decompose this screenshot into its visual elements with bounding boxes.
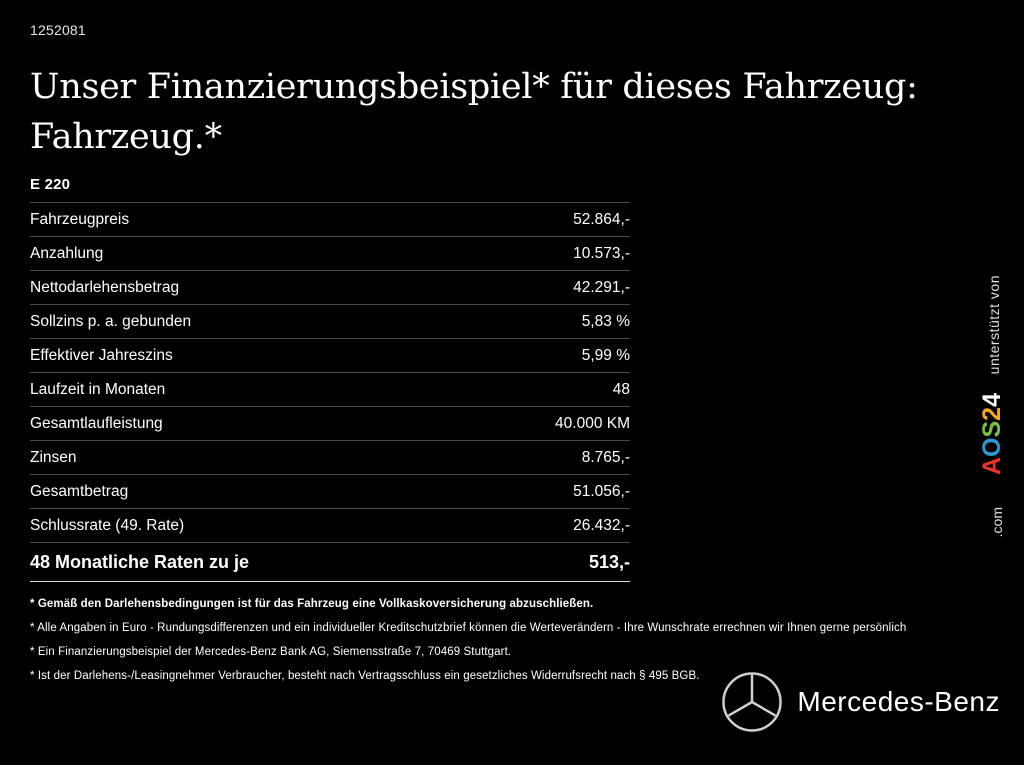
row-value: 52.864,- bbox=[573, 210, 630, 228]
supported-by-label: unterstützt von bbox=[986, 275, 1002, 375]
row-value: 40.000 KM bbox=[555, 414, 630, 432]
page-title: Unser Finanzierungsbeispiel* für dieses Fahrzeug: Fahrzeug.* bbox=[30, 67, 918, 157]
total-label: 48 Monatliche Raten zu je bbox=[30, 551, 250, 572]
reference-id: 1252081 bbox=[30, 22, 86, 38]
row-value: 5,83 % bbox=[581, 312, 630, 330]
row-value: 51.056,- bbox=[573, 482, 630, 500]
row-label: Effektiver Jahreszins bbox=[30, 346, 173, 364]
table-row bbox=[30, 406, 630, 440]
table-row bbox=[30, 270, 630, 304]
logo-domain: .com bbox=[989, 507, 1005, 538]
table-row bbox=[30, 304, 630, 338]
table-row bbox=[30, 440, 630, 474]
row-value: 5,99 % bbox=[581, 346, 630, 364]
logo-letter: A bbox=[978, 456, 1006, 476]
table-row bbox=[30, 474, 630, 508]
total-value: 513,- bbox=[588, 551, 630, 572]
row-label: Zinsen bbox=[30, 448, 77, 466]
row-label: Gesamtbetrag bbox=[30, 482, 129, 500]
table-row bbox=[30, 236, 630, 270]
row-value: 42.291,- bbox=[573, 278, 630, 296]
mercedes-benz-logo bbox=[721, 671, 1000, 733]
footnote: * Gemäß den Darlehensbedingungen ist für das Fahrzeug eine Vollkaskoversicherung abzuschließen. bbox=[30, 598, 594, 610]
table-row bbox=[30, 202, 630, 236]
logo-letter: 2 bbox=[978, 406, 1006, 421]
table-row bbox=[30, 372, 630, 406]
logo-letter: O bbox=[978, 437, 1006, 457]
footnote: * Ein Finanzierungsbeispiel der Mercedes-Benz Bank AG, Siemensstraße 7, 70469 Stuttgart. bbox=[30, 646, 512, 658]
sidebar-branding bbox=[978, 275, 1018, 565]
row-value: 8.765,- bbox=[581, 448, 630, 466]
row-label: Nettodarlehensbetrag bbox=[30, 278, 180, 296]
finance-table bbox=[30, 202, 630, 582]
vehicle-model-label: E 220 bbox=[30, 176, 71, 193]
footnote: * Alle Angaben in Euro - Rundungsdifferenzen und ein individueller Kreditschutzbrief können die Werteverändern - Ihre Wunschrate errechnen wir Ihnen gerne persönlich bbox=[30, 622, 907, 634]
table-row bbox=[30, 338, 630, 372]
row-label: Anzahlung bbox=[30, 244, 104, 262]
logo-letter: 4 bbox=[978, 393, 1006, 407]
table-row bbox=[30, 508, 630, 542]
aos24-logo bbox=[980, 393, 1005, 475]
mercedes-star-icon bbox=[721, 671, 783, 733]
table-row-total bbox=[30, 542, 630, 582]
row-value: 48 bbox=[612, 380, 630, 398]
row-label: Laufzeit in Monaten bbox=[30, 380, 166, 398]
row-label: Schlussrate (49. Rate) bbox=[30, 516, 185, 534]
logo-letter: S bbox=[978, 420, 1006, 438]
row-value: 10.573,- bbox=[573, 244, 630, 262]
row-label: Fahrzeugpreis bbox=[30, 210, 130, 228]
row-value: 26.432,- bbox=[573, 516, 630, 534]
mercedes-benz-wordmark: Mercedes-Benz bbox=[797, 686, 1000, 717]
row-label: Gesamtlaufleistung bbox=[30, 414, 163, 432]
row-label: Sollzins p. a. gebunden bbox=[30, 312, 192, 330]
footnote: * Ist der Darlehens-/Leasingnehmer Verbraucher, besteht nach Vertragsschluss ein gesetzliches Widerrufsrecht nach § 495 BGB. bbox=[30, 670, 700, 682]
